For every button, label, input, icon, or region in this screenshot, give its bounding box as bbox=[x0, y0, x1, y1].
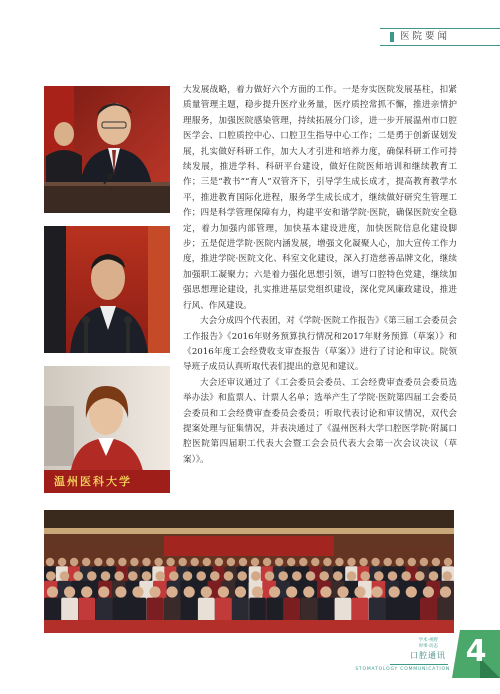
crowd-head bbox=[408, 558, 416, 566]
crowd-head bbox=[251, 571, 261, 581]
crowd-head bbox=[203, 558, 211, 566]
photo-speaker-3 bbox=[44, 366, 170, 493]
crowd-head bbox=[169, 571, 179, 581]
footer-rule bbox=[390, 664, 448, 665]
crowd-head bbox=[303, 586, 314, 597]
crowd-head bbox=[406, 586, 417, 597]
crowd-head bbox=[335, 558, 343, 566]
crowd-head bbox=[73, 571, 83, 581]
crowd-head bbox=[70, 558, 78, 566]
crowd-head bbox=[337, 586, 348, 597]
crowd-head bbox=[347, 571, 357, 581]
crowd-head bbox=[128, 571, 138, 581]
crowd-head bbox=[388, 571, 398, 581]
crowd-head bbox=[179, 558, 187, 566]
crowd-head bbox=[47, 586, 58, 597]
crowd-head bbox=[227, 558, 235, 566]
crowd-head bbox=[82, 558, 90, 566]
photo-speaker-2 bbox=[44, 226, 170, 353]
crowd-head bbox=[46, 558, 54, 566]
crowd-head bbox=[237, 571, 247, 581]
crowd-head bbox=[306, 571, 316, 581]
crowd-head bbox=[401, 571, 411, 581]
crowd-head bbox=[235, 586, 246, 597]
paragraph-1: 大发展战略，着力做好六个方面的工作。一是夯实医院发展基柱，扣紧质量管理主题，稳步提升医疗业务量，医疗质控常抓不懈，推进亲情护理服务，加强医院感染管理，持续拓展分门诊，进一步开展温州市口腔医学会、口腔质控中心、口腔卫生指导中心工作；二是勇于创新谋划发展，扎实做好科研工作，加大人才引进和培养力度，确保科研工作可持续发展，推进学科、科研平台建设，做好住院医师培训和继续教育工作；三是“教书”“育人”双管齐下，引导学生成长成才，提高教育教学水平，推进教育国际化进程，服务学生成长成才，继续做好研究生管理工作；四是科学管理保障有力，构建平安和谐学院·医院，确保医院安全稳定，着力加强内部管理，加快基本建设进度，加快医院信息化建设脚步；五是促进学院·医院内涵发展，增强文化凝聚人心，加大宣传工作力度，推进学院·医院文化、科室文化建设，深入打造慈善品牌文化，继续加强职工凝聚力；六是着力强化思想引领，谱写口腔特色党建，继续加强思想理论建设，扎实推进基层党组织建设，深化党风廉政建设，推进行风、作风建设。 bbox=[183, 85, 457, 311]
page-number: 4 bbox=[465, 634, 487, 669]
crowd-head bbox=[359, 558, 367, 566]
crowd-head bbox=[252, 586, 263, 597]
footer-english: STOMATOLOGY COMMUNICATION bbox=[355, 667, 450, 672]
crowd-head bbox=[142, 558, 150, 566]
crowd-head bbox=[423, 586, 434, 597]
crowd-head bbox=[278, 571, 288, 581]
crowd-head bbox=[239, 558, 247, 566]
crowd-head bbox=[215, 558, 223, 566]
crowd-head bbox=[251, 558, 259, 566]
paragraph-2: 大会分成四个代表团，对《学院·医院工作报告》《第三届工会委员会工作报告》《2016年财务预算执行情况和2017年财务预算（草案）》和《2016年度工会经费收支审查报告（草案）》进行了讨论和审议。院领导班子成员认真听取代表们提出的意见和建议。 bbox=[183, 316, 457, 373]
crowd-head bbox=[149, 586, 160, 597]
footer-tagline-2: 时事·动态 bbox=[418, 644, 438, 649]
crowd-head bbox=[118, 558, 126, 566]
crowd-head bbox=[224, 571, 234, 581]
crowd-head bbox=[319, 571, 329, 581]
crowd-head bbox=[263, 558, 271, 566]
crowd-head bbox=[442, 571, 452, 581]
footer-brand: 口腔通讯 bbox=[410, 651, 446, 660]
crowd-head bbox=[87, 571, 97, 581]
crowd-head bbox=[154, 558, 162, 566]
crowd-head bbox=[311, 558, 319, 566]
crowd-head bbox=[218, 586, 229, 597]
article-body bbox=[183, 83, 457, 468]
crowd-head bbox=[354, 586, 365, 597]
crowd-head bbox=[292, 571, 302, 581]
crowd-head bbox=[371, 558, 379, 566]
crowd-head bbox=[115, 586, 126, 597]
crowd-head bbox=[58, 558, 66, 566]
crowd-head bbox=[167, 586, 178, 597]
section-title: 医院要闻 bbox=[400, 30, 495, 44]
photo-speaker-1 bbox=[44, 86, 170, 213]
crowd-head bbox=[372, 586, 383, 597]
crowd-head bbox=[210, 571, 220, 581]
crowd-head bbox=[269, 586, 280, 597]
crowd-head bbox=[275, 558, 283, 566]
crowd-head bbox=[166, 558, 174, 566]
crowd-head bbox=[114, 571, 124, 581]
crowd-head bbox=[98, 586, 109, 597]
crowd-head bbox=[64, 586, 75, 597]
crowd-head bbox=[287, 558, 295, 566]
crowd-head bbox=[444, 558, 452, 566]
crowd-head bbox=[183, 571, 193, 581]
crowd-head bbox=[106, 558, 114, 566]
crowd-head bbox=[360, 571, 370, 581]
crowd-head bbox=[196, 571, 206, 581]
crowd-head bbox=[101, 571, 111, 581]
crowd-head bbox=[420, 558, 428, 566]
crowd-head bbox=[384, 558, 392, 566]
crowd-head bbox=[60, 571, 70, 581]
footer-tagline-1: 学术·视野 bbox=[418, 638, 438, 643]
footer-tagline bbox=[398, 638, 438, 650]
crowd-head bbox=[432, 558, 440, 566]
crowd-head bbox=[396, 558, 404, 566]
crowd-head bbox=[299, 558, 307, 566]
crowd-head bbox=[201, 586, 212, 597]
crowd-head bbox=[155, 571, 165, 581]
crowd-head bbox=[440, 586, 451, 597]
crowd-head bbox=[94, 558, 102, 566]
crowd-head bbox=[389, 586, 400, 597]
group-photo bbox=[44, 510, 454, 633]
crowd-head bbox=[46, 571, 56, 581]
crowd-head bbox=[132, 586, 143, 597]
crowd-head bbox=[265, 571, 275, 581]
crowd-head bbox=[347, 558, 355, 566]
paragraph-3: 大会还审议通过了《工会委员会委员、工会经费审查委员会委员选举办法》和监票人、计票人名单；选举产生了学院·医院第四届工会委员会委员和工会经费审查委员会委员；听取代表讨论和审议情况，双代会提案处理与征集情况，并表决通过了《温州医科大学口腔医学院·附属口腔医院第四届职工代表大会暨工会会员代表大会第一次会议决议（草案）》。 bbox=[183, 377, 457, 465]
crowd-head bbox=[415, 571, 425, 581]
crowd-head bbox=[81, 586, 92, 597]
crowd-head bbox=[323, 558, 331, 566]
crowd-head bbox=[320, 586, 331, 597]
crowd-head bbox=[142, 571, 152, 581]
banner-text: 温州医科大学 bbox=[54, 475, 132, 488]
crowd-head bbox=[429, 571, 439, 581]
crowd-head bbox=[374, 571, 384, 581]
crowd-head bbox=[191, 558, 199, 566]
crowd-head bbox=[184, 586, 195, 597]
crowd-head bbox=[286, 586, 297, 597]
crowd-head bbox=[130, 558, 138, 566]
crowd-head bbox=[333, 571, 343, 581]
